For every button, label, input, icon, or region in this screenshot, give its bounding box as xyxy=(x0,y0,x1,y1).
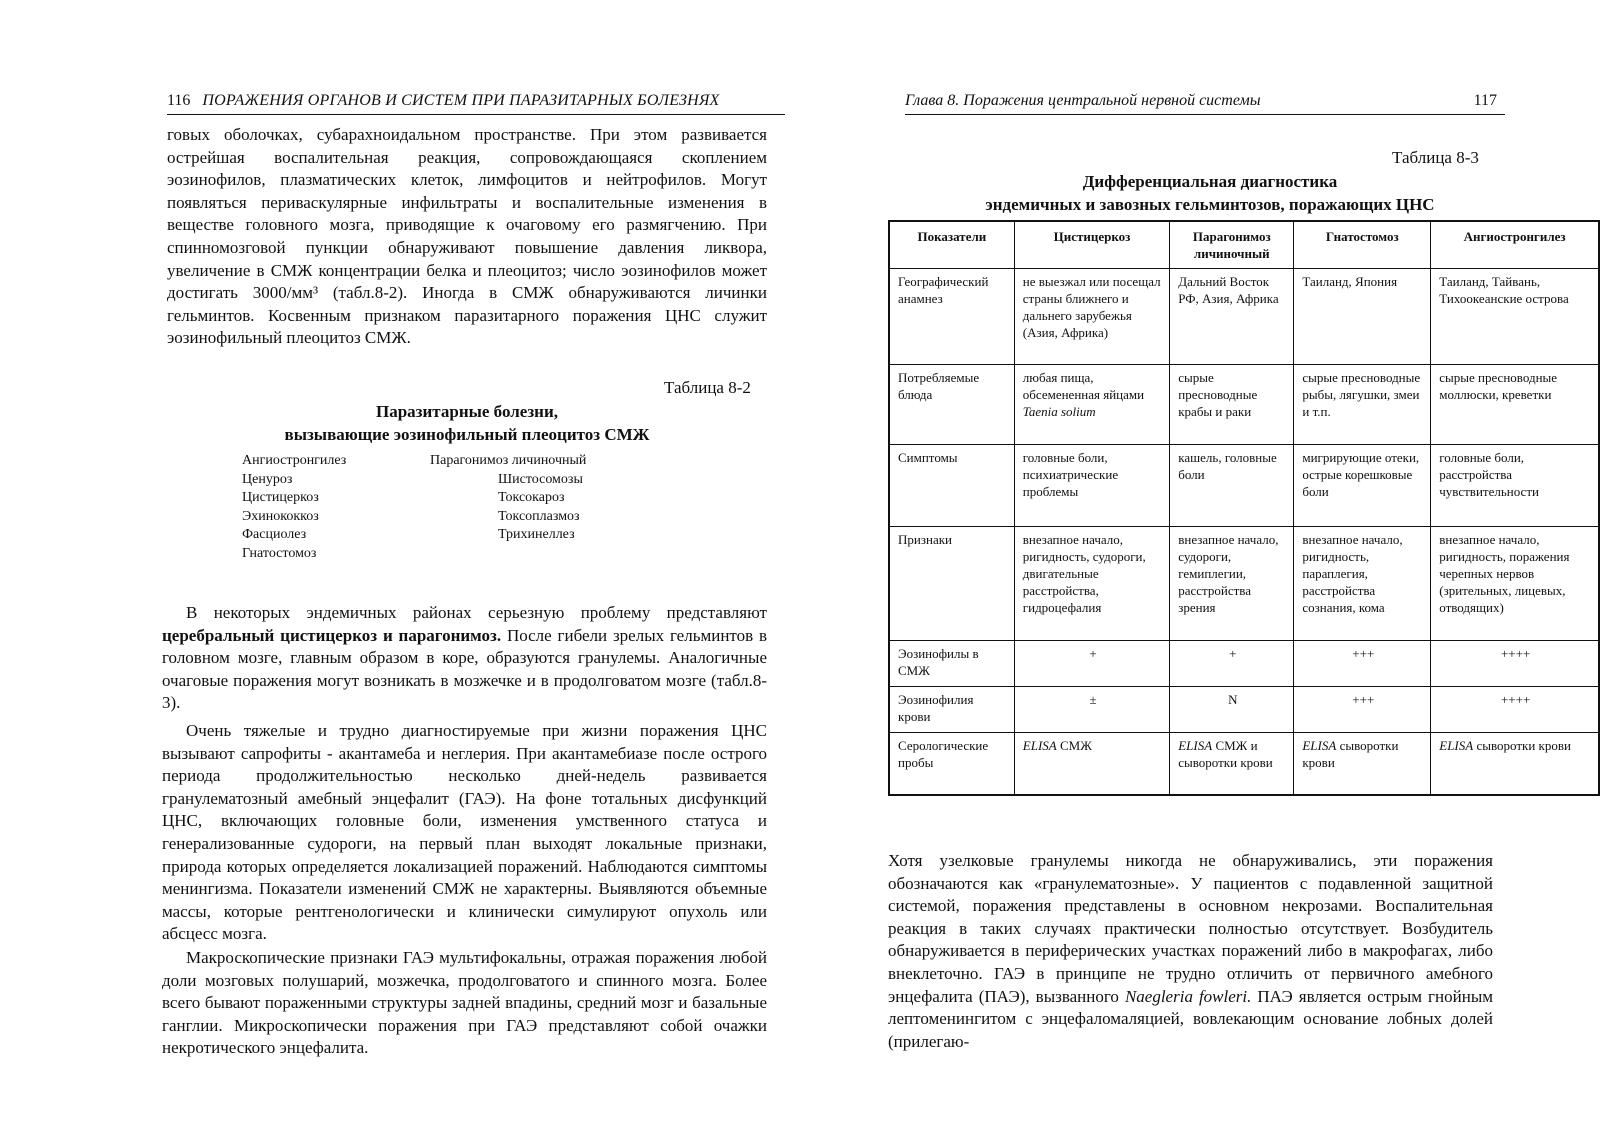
table-cell: внезапное начало, ригидность, поражения черепных нервов (зрительных, лицевых, отводящих) xyxy=(1431,527,1599,641)
table-cell: не выезжал или посещал страны ближнего и дальнего зарубежья (Азия, Африка) xyxy=(1014,269,1169,365)
differential-diagnosis-table xyxy=(888,220,1600,796)
running-title: Глава 8. Поражения центральной нервной системы xyxy=(905,92,1261,109)
table-row xyxy=(889,445,1599,527)
list-item: Ценуроз xyxy=(242,471,293,487)
table-cell: ++++ xyxy=(1431,687,1599,733)
column-header: Ангиостронгилез xyxy=(1431,221,1599,269)
running-title: ПОРАЖЕНИЯ ОРГАНОВ И СИСТЕМ ПРИ ПАРАЗИТАРНЫХ БОЛЕЗНЯХ xyxy=(202,92,720,109)
table-row xyxy=(889,687,1599,733)
table-cell: + xyxy=(1170,641,1294,687)
table-cell: Признаки xyxy=(889,527,1014,641)
table-cell: +++ xyxy=(1294,687,1431,733)
table-caption xyxy=(900,170,1520,216)
table-cell: Таиланд, Япония xyxy=(1294,269,1431,365)
table-cell: Дальний Восток РФ, Азия, Африка xyxy=(1170,269,1294,365)
disease-list-col2 xyxy=(430,452,610,545)
list-item: Ангиостронгилез xyxy=(242,453,347,468)
table-cell: Серологические пробы xyxy=(889,733,1014,795)
paragraph-text: После гибели зрелых гельминтов в головном мозге, главным образом в коре, образуются гранулемы. Аналогичные очаговые поражения могут возникать в мозжечке и в продолговатом мозге (табл.8-3). xyxy=(162,625,767,713)
caption-line: Дифференциальная диагностика xyxy=(1082,172,1338,191)
table-cell: ELISA СМЖ и сыворотки крови xyxy=(1170,733,1294,795)
assay-name: ELISA xyxy=(1022,738,1057,753)
right-page xyxy=(800,0,1600,1133)
paragraph xyxy=(888,850,1493,1053)
caption-line: эндемичных и завозных гельминтозов, поражающих ЦНС xyxy=(985,195,1435,214)
assay-name: ELISA xyxy=(1302,738,1337,753)
running-head-left xyxy=(167,88,785,115)
cell-text: любая пища, обсемененная яйцами xyxy=(1022,370,1145,402)
table-cell: ELISA сыворотки крови xyxy=(1294,733,1431,795)
table-row xyxy=(889,733,1599,795)
table-cell: ± xyxy=(1014,687,1169,733)
table-cell xyxy=(1014,365,1169,445)
list-item: Парагонимоз личиночный xyxy=(430,453,587,468)
table-cell: Таиланд, Тайвань, Тихоокеанские острова xyxy=(1431,269,1599,365)
table-cell: Эозинофилы в СМЖ xyxy=(889,641,1014,687)
disease-list-col1 xyxy=(242,452,346,563)
table-cell: сырые пресноводные моллюски, креветки xyxy=(1431,365,1599,445)
table-row xyxy=(889,527,1599,641)
table-cell: сырые пресноводные рыбы, лягушки, змеи и т.п. xyxy=(1294,365,1431,445)
table-cell: внезапное начало, судороги, гемиплегии, расстройства зрения xyxy=(1170,527,1294,641)
caption-line: Паразитарные болезни, xyxy=(376,402,558,421)
column-header: Гнатостомоз xyxy=(1294,221,1431,269)
column-header: Парагонимоз личиночный xyxy=(1170,221,1294,269)
table-row xyxy=(889,641,1599,687)
table-row xyxy=(889,365,1599,445)
table-cell: Эозинофилия крови xyxy=(889,687,1014,733)
page-number: 117 xyxy=(1473,92,1497,109)
table-cell: ++++ xyxy=(1431,641,1599,687)
table-cell: N xyxy=(1170,687,1294,733)
list-item: Шистосомозы xyxy=(498,471,583,487)
assay-name: ELISA xyxy=(1178,738,1213,753)
table-cell: + xyxy=(1014,641,1169,687)
list-item: Токсокароз xyxy=(498,490,565,505)
paragraph-text: В некоторых эндемичных районах серьезную проблему представляют xyxy=(186,603,767,622)
list-item: Трихинеллез xyxy=(498,527,575,542)
paragraph-text: ПАЭ является острым гнойным лептоменингитом с энцефаломаляцией, вовлекающим основание лобных долей (прилегаю- xyxy=(888,986,1494,1051)
table-label: Таблица 8-2 xyxy=(664,378,751,397)
table-cell: мигрирующие отеки, острые корешковые боли xyxy=(1294,445,1431,527)
table-cell: Потребляемые блюда xyxy=(889,365,1014,445)
table-cell: кашель, головные боли xyxy=(1170,445,1294,527)
species-name: Taenia solium xyxy=(1022,404,1096,419)
column-header: Показатели xyxy=(889,221,1014,269)
table-row xyxy=(889,269,1599,365)
table-cell: головные боли, расстройства чувствительности xyxy=(1431,445,1599,527)
column-header: Цистицеркоз xyxy=(1014,221,1169,269)
running-head-right xyxy=(905,88,1505,115)
paragraph xyxy=(162,602,767,715)
assay-name: ELISA xyxy=(1439,738,1474,753)
bold-term: церебральный цистицеркоз и парагонимоз. xyxy=(162,625,502,645)
table-cell: ELISA сыворотки крови xyxy=(1431,733,1599,795)
list-item: Гнатостомоз xyxy=(242,545,317,561)
list-item: Цистицеркоз xyxy=(242,490,319,505)
table-label: Таблица 8-3 xyxy=(1392,148,1479,167)
table-caption xyxy=(167,400,767,446)
table-cell: ELISA СМЖ xyxy=(1014,733,1169,795)
paragraph: Макроскопические признаки ГАЭ мультифокальны, отражая поражения любой доли мозговых полушарий, мозжечка, продолговатого и спинного мозга. Более всего бывают пораженными структуры задней впадины, средний мозг и базальные ганглии. Микроскопически поражения при ГАЭ представляют собой очажки некротического энцефалита. xyxy=(162,948,767,1058)
list-item: Токсоплазмоз xyxy=(498,508,580,524)
table-header-row xyxy=(889,221,1599,269)
caption-line: вызывающие эозинофильный плеоцитоз СМЖ xyxy=(284,425,650,444)
species-name: Naegleria fowleri. xyxy=(1124,986,1252,1006)
table-cell: Симптомы xyxy=(889,445,1014,527)
table-cell: +++ xyxy=(1294,641,1431,687)
table-cell: внезапное начало, ригидность, параплегия, расстройства сознания, кома xyxy=(1294,527,1431,641)
table-cell: Географический анамнез xyxy=(889,269,1014,365)
list-item: Фасциолез xyxy=(242,527,307,542)
table-cell: головные боли, психиатрические проблемы xyxy=(1014,445,1169,527)
paragraph: говых оболочках, субарахноидальном пространстве. При этом развивается острейшая воспалительная реакция, сопровождающаяся скоплением эозинофилов, плазматических клеток, лимфоцитов и нейтрофилов. Могут появляться периваскулярные инфильтраты и воспалительные изменения в веществе головного мозга, приводящие к очаговому его размягчению. При спинномозговой пункции обнаруживают повышение давления ликвора, увеличение в СМЖ концентрации белка и плеоцитоз; число эозинофилов может достигать 3000/мм³ (табл.8-2). Иногда в СМЖ обнаруживаются личинки гельминтов. Косвенным признаком паразитарного поражения ЦНС служит эозинофильный плеоцитоз СМЖ. xyxy=(167,125,767,348)
page-number: 116 xyxy=(167,92,191,109)
list-item: Эхинококкоз xyxy=(242,508,319,524)
paragraph-text: Хотя узелковые гранулемы никогда не обнаруживались, эти поражения обозначаются как «гранулематозные». У пациентов с подавленной защитной системой, поражения представлены в основном некрозами. Воспалительная реакция в таких случаях практически полностью отсутствует. Возбудитель обнаруживается в периферических участках поражений либо в макрофагах, либо внеклеточно. ГАЭ в принципе не трудно отличить от первичного амебного энцефалита (ПАЭ), вызванного xyxy=(888,851,1493,1006)
table-cell: внезапное начало, ригидность, судороги, двигательные расстройства, гидроцефалия xyxy=(1014,527,1169,641)
table-cell: сырые пресноводные крабы и раки xyxy=(1170,365,1294,445)
paragraph: Очень тяжелые и трудно диагностируемые при жизни поражения ЦНС вызывают сапрофиты - акантамеба и неглерия. При акантамебиазе после острого периода продолжительностью несколько дней-недель развивается гранулематозный амебный энцефалит (ГАЭ). На фоне тотальных дисфункций ЦНС, включающих головные боли, изменения умственного статуса и генерализованные судороги, на первый план выходят локальные признаки, природа которых определяется локализацией поражений. Наблюдаются симптомы менингизма. Показатели изменений СМЖ не характерны. Выявляются объемные массы, которые рентгенологически и клинически симулируют опухоль или абсцесс мозга. xyxy=(162,721,767,944)
